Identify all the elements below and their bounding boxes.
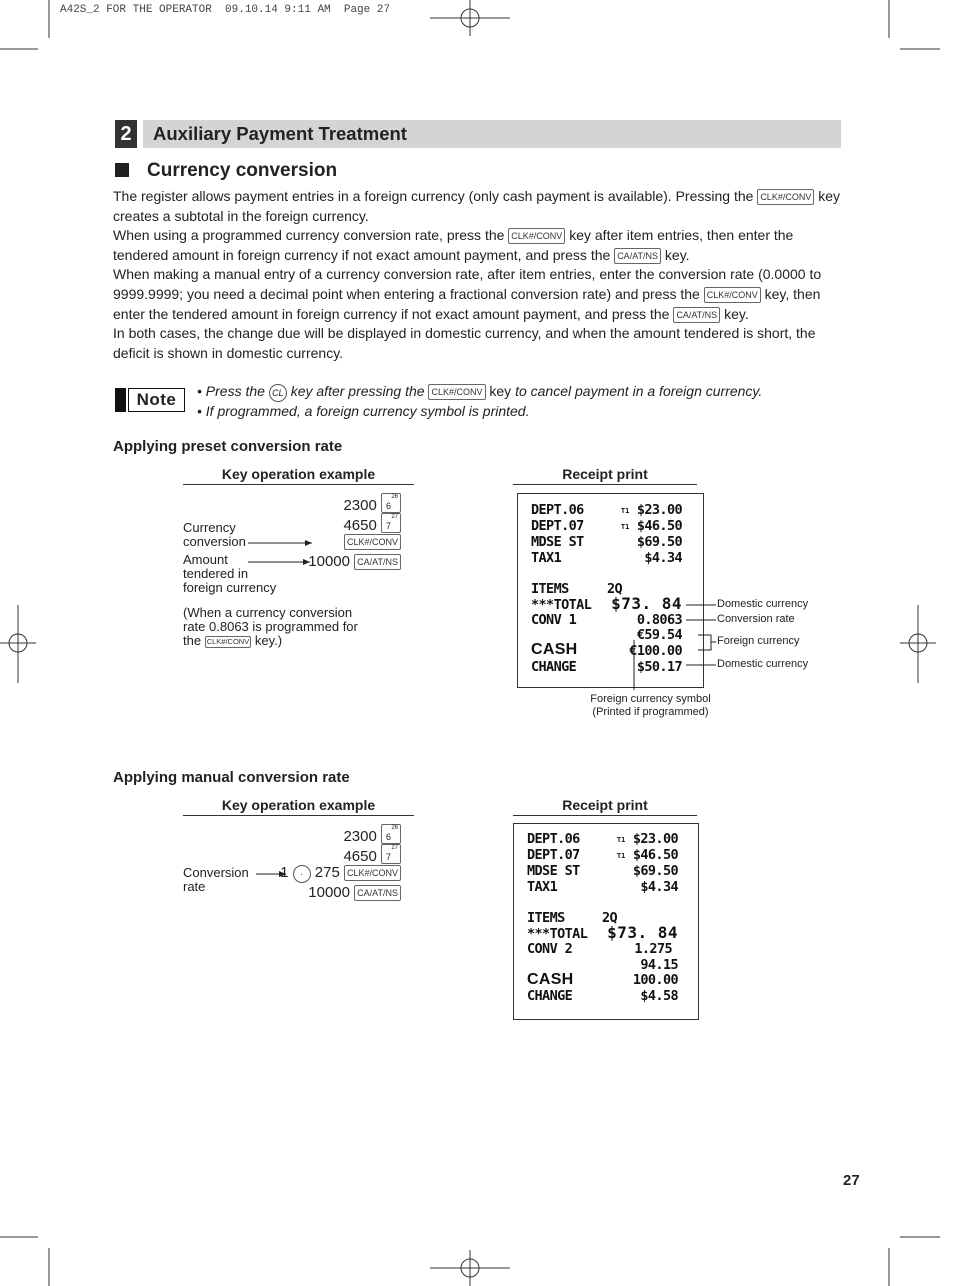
- receipt-cash-label: CASH: [527, 971, 574, 988]
- manual-heading: Applying manual conversion rate: [113, 769, 350, 786]
- body-p2b: key after item entries, then enter the tendered amount in foreign currency if not exact amount payment, and press the: [113, 227, 794, 263]
- receipt-row-mid: 2Q: [602, 910, 618, 926]
- receipt-row-right: $69.50: [636, 534, 682, 550]
- receipt-row-right: €59.54: [636, 627, 682, 643]
- ca-at-ns-key-icon: CA/AT/NS: [614, 248, 661, 264]
- receipt-row-right: $4.58: [640, 988, 678, 1004]
- tax-tag: T1: [616, 836, 626, 844]
- receipt-value: $23.00: [636, 502, 682, 518]
- note-l2: • If programmed, a foreign currency symbol is printed.: [197, 403, 530, 419]
- receipt-row-left: TAX1: [531, 550, 562, 566]
- clk-conv-key-icon: CLK#/CONV: [428, 384, 485, 400]
- ann-line: Foreign currency symbol: [590, 693, 711, 705]
- entry-pre: 1: [280, 864, 289, 881]
- page-number: 27: [843, 1172, 860, 1189]
- receipt-row-left: TAX1: [527, 879, 558, 895]
- entry-amount: 275: [314, 864, 340, 881]
- receipt-row-right: $4.34: [640, 879, 678, 895]
- receipt-row-left: ITEMS: [531, 581, 569, 597]
- body-p1a: The register allows payment entries in a foreign currency (only cash payment is available). Pressing the: [113, 188, 754, 204]
- receipt-row-left: DEPT.06: [527, 831, 580, 847]
- entry-amount: 10000: [308, 884, 350, 901]
- receipt-row-right: 0.8063: [636, 612, 682, 628]
- receipt-row-left: CONV 2: [527, 941, 573, 957]
- receipt-row-right: 1.275: [634, 941, 672, 957]
- receipt-row-right: $50.17: [636, 659, 682, 675]
- manual-receipt-col-head: Receipt print: [562, 797, 648, 813]
- receipt-row-left: ***TOTAL: [527, 926, 588, 942]
- receipt-row-right: 94.15: [640, 957, 678, 973]
- tax-tag: T1: [620, 507, 630, 515]
- receipt-row-right: $4.34: [644, 550, 682, 566]
- clk-conv-key-icon: CLK#/CONV: [508, 228, 565, 244]
- receipt-total: $73. 84: [607, 923, 678, 942]
- label-line: tendered in: [183, 566, 249, 581]
- tax-tag: T1: [616, 852, 626, 860]
- clk-conv-key-icon: CLK#/CONV: [757, 189, 814, 205]
- preset-heading: Applying preset conversion rate: [113, 438, 343, 455]
- receipt-row-left: ***TOTAL: [531, 597, 592, 613]
- subsection-title: Currency conversion: [147, 160, 338, 181]
- clk-conv-key-icon: CLK#/CONV: [704, 287, 761, 303]
- body-p2c: key.: [664, 246, 690, 263]
- note-l1d: to cancel payment in a foreign currency.: [515, 383, 763, 399]
- ann-foreign-currency: Foreign currency: [717, 635, 800, 647]
- label-line: the: [183, 633, 202, 648]
- entry-amount: 2300: [343, 828, 377, 845]
- body-p4: In both cases, the change due will be displayed in domestic currency, and when the amount tendered is short, the deficit is shown in domestic currency.: [113, 325, 816, 361]
- key-top: 27: [391, 514, 398, 520]
- label-line: (When a currency conversion: [183, 605, 353, 620]
- key-bottom: 7: [386, 521, 392, 531]
- label-line: Amount: [183, 552, 228, 567]
- receipt-row-left: MDSE ST: [527, 863, 580, 879]
- key-top: 27: [391, 845, 398, 851]
- receipt-row-left: CHANGE: [531, 659, 577, 675]
- body-p3b: key, then enter the tendered amount in foreign currency if not exact amount payment, and press the: [113, 285, 821, 322]
- label-line: rate 0.8063 is programmed for: [183, 619, 358, 634]
- receipt-row-left: CHANGE: [527, 988, 573, 1004]
- note-l1c: key: [489, 383, 512, 399]
- label-line: rate: [183, 879, 206, 894]
- receipt-value: $23.00: [632, 831, 678, 847]
- label-line: Conversion: [183, 865, 249, 880]
- note-label: Note: [128, 388, 185, 412]
- receipt-row-left: DEPT.06: [531, 502, 584, 518]
- label-line: key.): [254, 633, 283, 648]
- ann-domestic-2: Domestic currency: [717, 658, 809, 670]
- entry-amount: 10000: [308, 553, 350, 570]
- ann-conversion-rate: Conversion rate: [717, 613, 795, 625]
- key-bottom: 6: [386, 501, 392, 511]
- receipt-row-right: €100.00: [629, 643, 682, 659]
- decimal-point-key-icon: ·: [293, 865, 311, 883]
- receipt-row-left: MDSE ST: [531, 534, 584, 550]
- receipt-total: $73. 84: [611, 594, 682, 613]
- body-p2a: When using a programmed currency conversion rate, press the: [113, 227, 505, 244]
- clk-conv-key-icon: CLK#/CONV: [344, 865, 401, 881]
- receipt-row-left: ITEMS: [527, 910, 565, 926]
- print-header: A42S_2 FOR THE OPERATOR 09.10.14 9:11 AM Page 27: [60, 4, 391, 16]
- note-l1a: • Press the: [197, 383, 265, 399]
- ca-at-ns-key-icon: CA/AT/NS: [354, 554, 401, 570]
- entry-amount: 4650: [343, 517, 377, 534]
- receipt-value: $46.50: [636, 518, 682, 534]
- preset-key-col-head: Key operation example: [221, 466, 376, 482]
- label-line: Currency: [183, 520, 236, 535]
- receipt-row-right: 100.00: [632, 972, 678, 988]
- clk-conv-key-icon: CLK#/CONV: [344, 534, 401, 550]
- label-line: foreign currency: [183, 580, 277, 595]
- cl-key-icon: CL: [269, 384, 287, 402]
- body-p3c: key.: [724, 305, 749, 322]
- tax-tag: T1: [620, 523, 630, 531]
- ca-at-ns-key-icon: CA/AT/NS: [354, 885, 401, 901]
- entry-amount: 4650: [343, 848, 377, 865]
- key-bottom: 7: [386, 852, 392, 862]
- body-p1b: key creates a subtotal in the foreign currency.: [113, 188, 841, 224]
- entry-amount: 2300: [343, 497, 377, 514]
- key-top: 26: [391, 494, 398, 500]
- receipt-row-left: DEPT.07: [527, 847, 580, 863]
- manual-key-col-head: Key operation example: [221, 797, 376, 813]
- preset-receipt-col-head: Receipt print: [562, 466, 648, 482]
- ann-domestic-1: Domestic currency: [717, 598, 809, 610]
- ca-at-ns-key-icon: CA/AT/NS: [673, 307, 720, 323]
- receipt-row-right: $69.50: [632, 863, 678, 879]
- receipt-cash-label: CASH: [531, 641, 578, 658]
- label-line: conversion: [183, 534, 246, 549]
- receipt-row-mid: 2Q: [607, 581, 623, 597]
- receipt-row-left: DEPT.07: [531, 518, 584, 534]
- body-p3a: When making a manual entry of a currency conversion rate, after item entries, enter the conversion rate (0.0000 to 9999.9999; you need a decimal point when entering a fractional conversion rate) and press the: [113, 266, 822, 302]
- clk-conv-key-icon: CLK#/CONV: [206, 637, 250, 646]
- ann-line: (Printed if programmed): [592, 706, 709, 718]
- receipt-row-left: CONV 1: [531, 612, 577, 628]
- key-bottom: 6: [386, 832, 392, 842]
- key-top: 26: [391, 825, 398, 831]
- section-number: 2: [115, 120, 137, 148]
- receipt-value: $46.50: [632, 847, 678, 863]
- section-title: Auxiliary Payment Treatment: [153, 123, 407, 144]
- note-l1b: key after pressing the: [290, 383, 425, 399]
